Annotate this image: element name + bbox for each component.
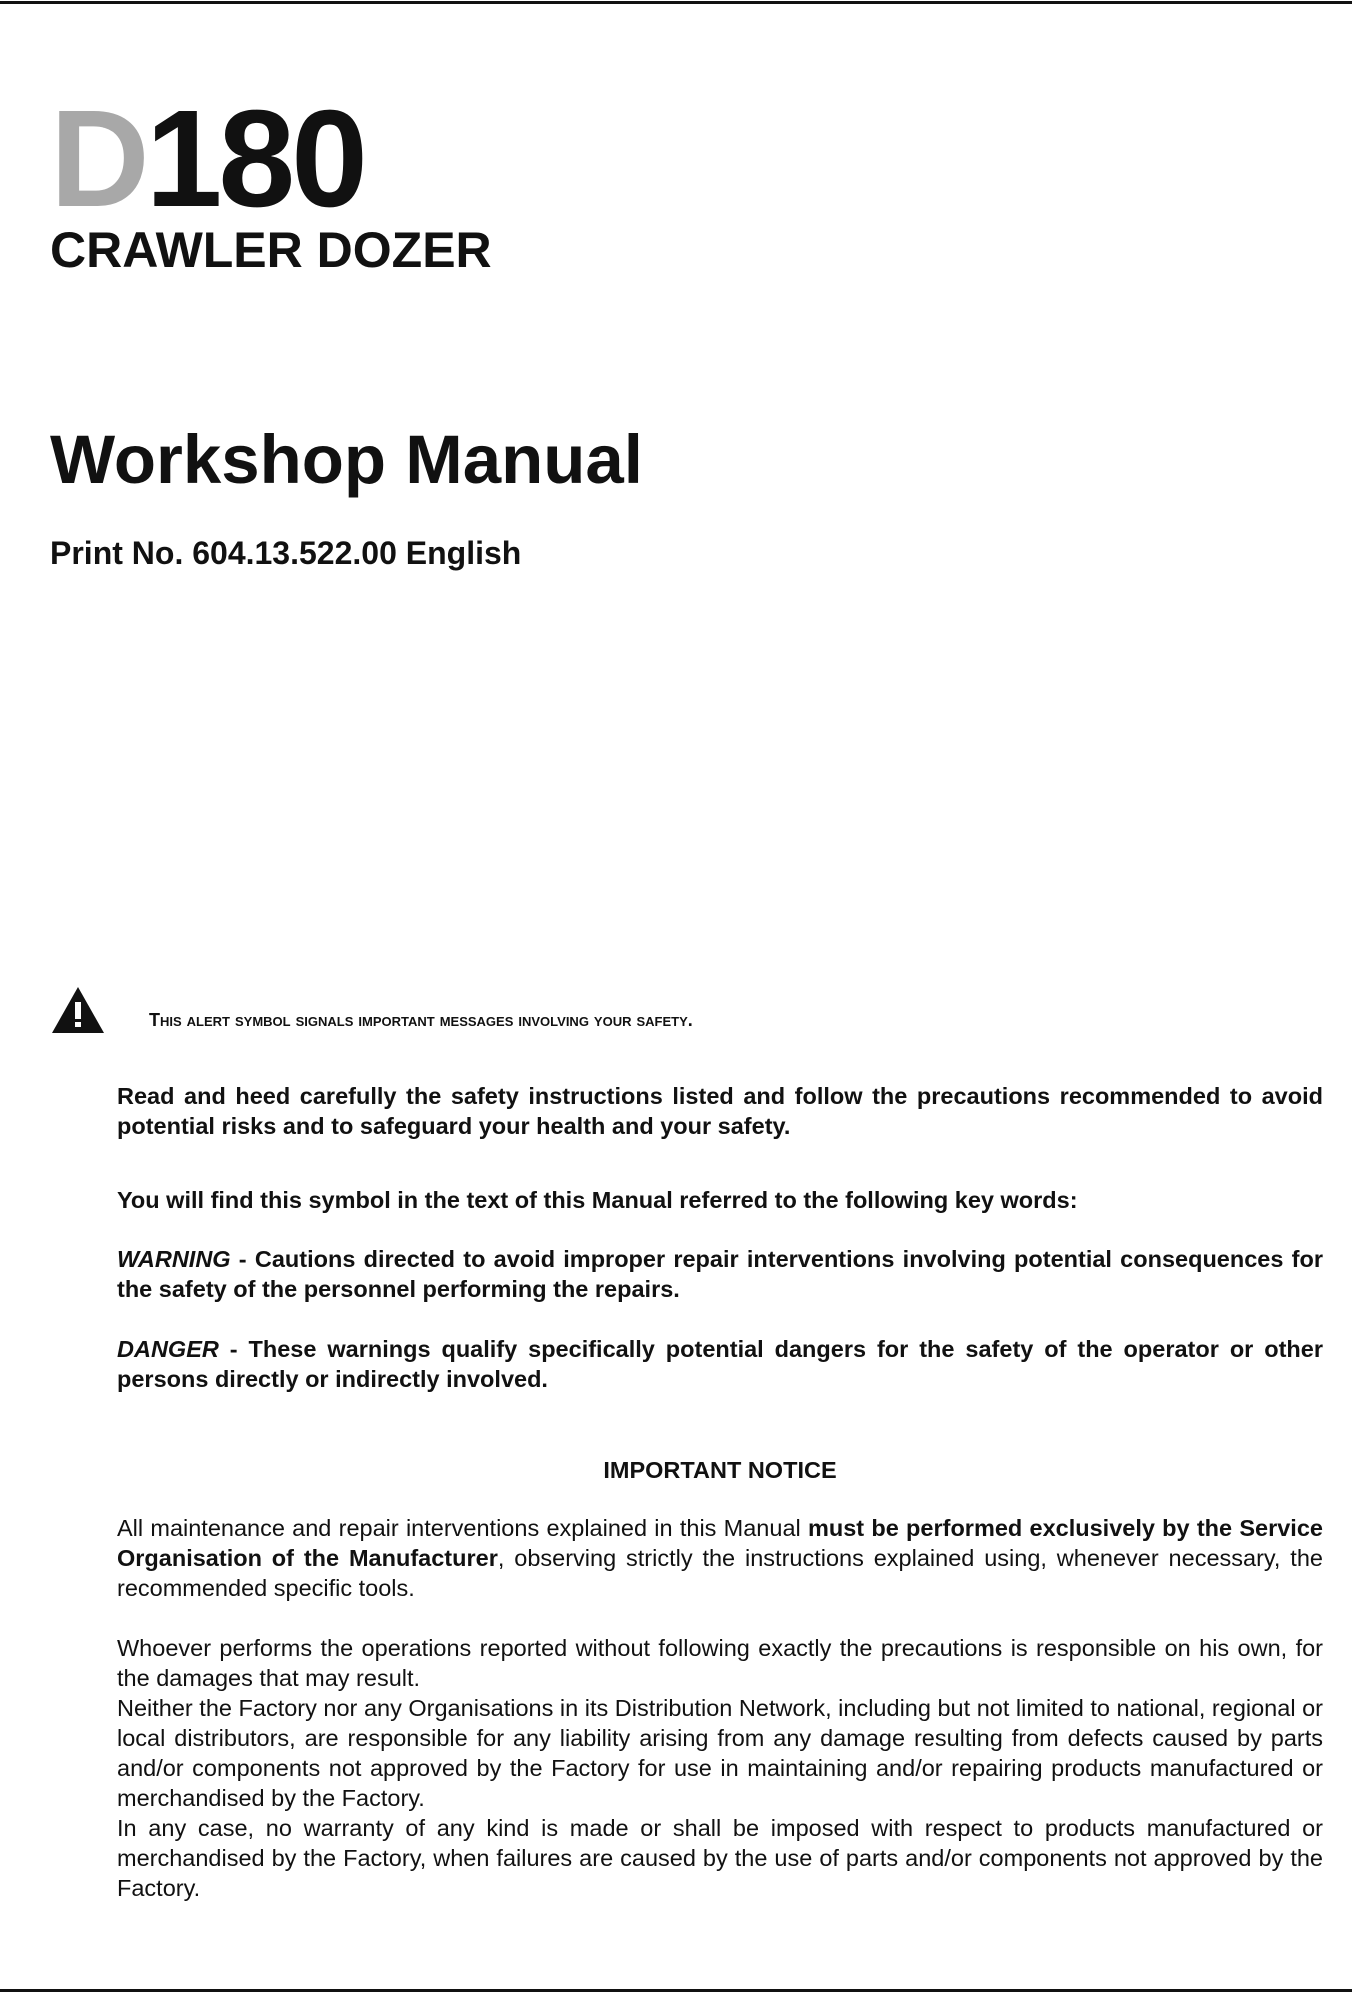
safety-instructions: Read and heed carefully the safety instructions listed and follow the precautions recommended to avoid potential risks and to safeguard your health and your safety. [117, 1083, 1323, 1139]
notice-paragraph-maintenance [117, 1513, 1323, 1603]
warning-text: - Cautions directed to avoid improper repair interventions involving potential consequences for the safety of the personnel performing the repairs. [117, 1246, 1323, 1302]
document-title: Workshop Manual [50, 421, 643, 498]
top-rule [0, 1, 1352, 4]
danger-keyword: DANGER [117, 1336, 219, 1362]
notice-paragraph-warranty: In any case, no warranty of any kind is made or shall be imposed with respect to products manufactured or merchandised by the Factory, when failures are caused by the use of parts and/or components not approved by the Factory. [117, 1815, 1323, 1901]
warning-definition [117, 1244, 1323, 1304]
model-number: 180 [145, 82, 364, 236]
notice-heading: IMPORTANT NOTICE [603, 1457, 837, 1483]
warning-triangle-icon [50, 985, 106, 1035]
model-prefix: D [50, 82, 146, 236]
notice-paragraph-liability: Neither the Factory nor any Organisations in its Distribution Network, including but not limited to national, regional or local distributors, are responsible for any liability arising from any damage resulting from defects caused by parts and/or components not approved by the Factory for use in maintaining and/or repairing products manufactured or merchandised by the Factory. [117, 1695, 1323, 1811]
warning-keyword: WARNING [117, 1246, 231, 1272]
notice-p1-bold: must be performed exclusively by the Service Organisation of the Manufacturer [117, 1515, 1323, 1571]
notice-p1-end: , observing strictly the instructions explained using, whenever necessary, the recommended specific tools. [117, 1545, 1323, 1601]
notice-paragraph-responsibility: Whoever performs the operations reported without following exactly the precautions is responsible on his own, for the damages that may result. [117, 1635, 1323, 1691]
danger-definition [117, 1334, 1323, 1394]
model-designation [50, 82, 364, 236]
product-name: CRAWLER DOZER [50, 222, 492, 278]
bottom-rule [0, 1989, 1352, 1992]
danger-text: - These warnings qualify specifically potential dangers for the safety of the operator or other persons directly or indirectly involved. [117, 1336, 1323, 1392]
notice-p1-start: All maintenance and repair interventions explained in this Manual [117, 1515, 808, 1541]
print-number: Print No. 604.13.522.00 English [50, 535, 522, 571]
alert-symbol-text: This alert symbol signals important messages involving your safety. [149, 1010, 693, 1030]
key-words-intro: You will find this symbol in the text of this Manual referred to the following key words: [117, 1187, 1078, 1213]
